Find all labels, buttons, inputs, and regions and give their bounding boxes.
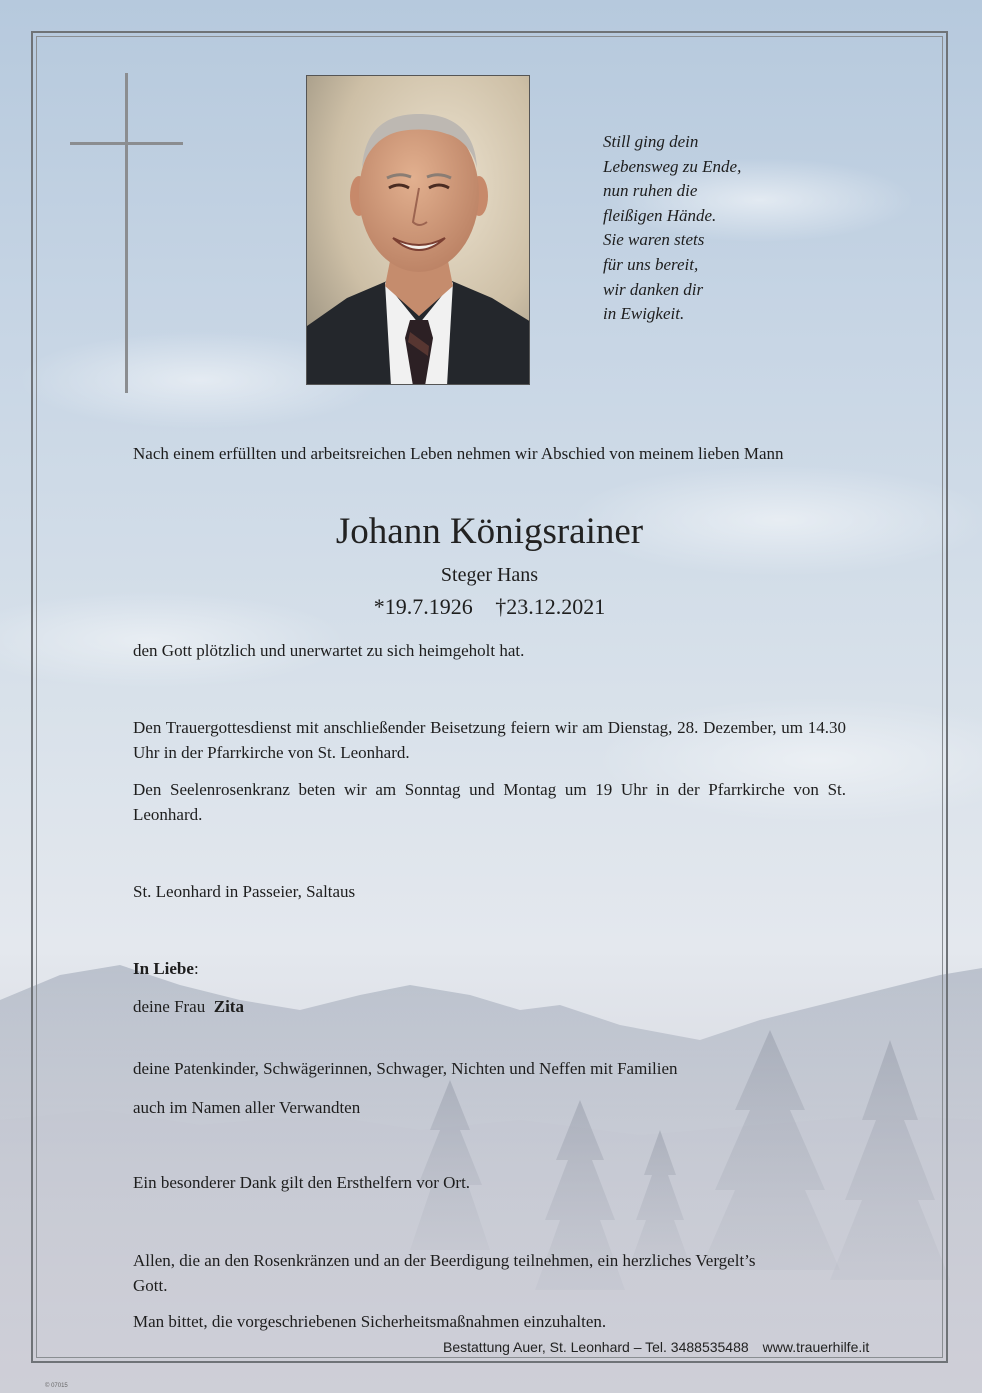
blessing-paragraph: Allen, die an den Rosenkränzen und an der Beerdigung teilnehmen, ein herzliches Vergelt’s Gott.	[133, 1251, 756, 1295]
relatives-line: deine Patenkinder, Schwägerinnen, Schwager, Nichten und Neffen mit Familien	[133, 1059, 678, 1078]
poem-line: für uns bereit,	[603, 254, 699, 274]
poem-line: in Ewigkeit.	[603, 304, 685, 324]
website-link[interactable]: www.trauerhilfe.it	[762, 1339, 870, 1355]
on-behalf-line: auch im Namen aller Verwandten	[133, 1098, 361, 1117]
mourners-heading-colon: :	[193, 959, 199, 978]
portrait-photo	[306, 75, 530, 385]
rosary-paragraph: Den Seelenrosenkranz beten wir am Sonntag und Montag um 19 Uhr in der Pfarrkirche von St. Leonhard.	[133, 780, 846, 824]
safety-notice: Man bittet, die vorgeschriebenen Sicherheitsmaßnahmen einzuhalten.	[133, 1312, 607, 1331]
memorial-poem	[603, 130, 823, 327]
poem-line: Sie waren stets	[603, 230, 705, 250]
poem-line: Still ging dein	[603, 132, 699, 151]
birth-date: *19.7.1926	[373, 594, 473, 619]
undertaker-contact: Bestattung Auer, St. Leonhard – Tel. 3488535488	[443, 1339, 749, 1355]
poem-line: fleißigen Hände.	[603, 205, 717, 225]
place-line: St. Leonhard in Passeier, Saltaus	[133, 882, 356, 901]
poem-line: wir danken dir	[603, 279, 704, 299]
wife-prefix: deine Frau	[133, 997, 206, 1016]
undertaker-footer	[443, 1338, 869, 1356]
funeral-service-paragraph: Den Trauergottesdienst mit anschließender Beisetzung feiern wir am Dienstag, 28. Dezember, um 14.30 Uhr in der Pfarrkirche von St. Leonhard.	[133, 718, 846, 762]
mourners-heading	[133, 956, 199, 981]
life-dates	[133, 592, 846, 622]
thanks-line: Ein besonderer Dank gilt den Ersthelfern vor Ort.	[133, 1173, 471, 1192]
death-date: †23.12.2021	[495, 594, 606, 619]
intro-paragraph: Nach einem erfüllten und arbeitsreichen Leben nehmen wir Abschied von meinem lieben Mann	[133, 444, 784, 463]
wife-line	[133, 994, 244, 1019]
cross-horizontal-bar	[70, 142, 183, 145]
wife-name: Zita	[213, 997, 244, 1016]
cross-vertical-bar	[125, 73, 128, 393]
mourners-heading-label: In Liebe	[133, 959, 194, 978]
passing-text: den Gott plötzlich und unerwartet zu sich heimgeholt hat.	[133, 641, 525, 660]
poem-line: nun ruhen die	[603, 181, 698, 201]
poem-line: Lebensweg zu Ende,	[603, 156, 742, 176]
deceased-nickname: Steger Hans	[440, 564, 539, 586]
deceased-name: Johann Königsrainer	[335, 511, 644, 552]
print-code: © 07015	[45, 1383, 68, 1389]
